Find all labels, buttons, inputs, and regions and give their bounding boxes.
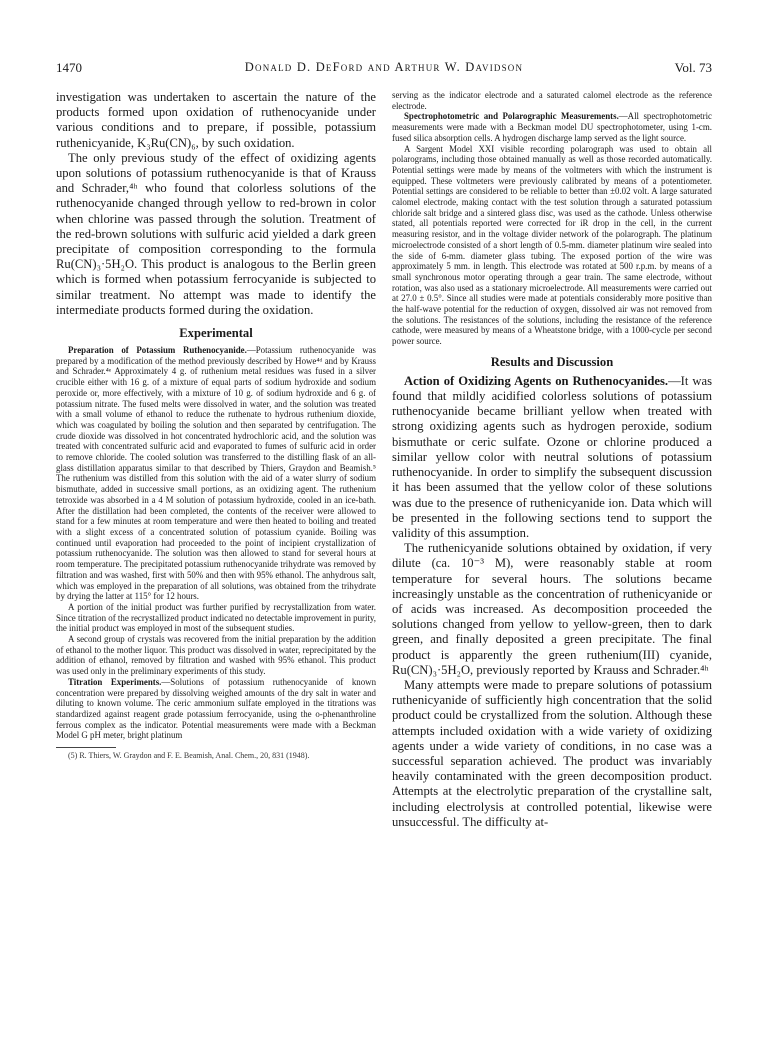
spectro-paragraph: [392, 111, 712, 143]
volume-label: Vol. 73: [674, 60, 712, 75]
action-lead: Action of Oxidizing Agents on Ruthenocyanides.: [404, 373, 669, 388]
spectro-lead: Spectrophotometric and Polarographic Measurements.: [404, 111, 619, 122]
action-text: —It was found that mildly acidified colorless solutions of potassium ruthenocyanide became brilliant yellow when treated with strong oxidizing agents such as hydrogen peroxide, sodium bismuthate or ceric sulfate. Ozone or chlorine produced a similar yellow color with neutral solutions of potassium ruthenocyanide. In order to simplify the subsequent discussion it has been assumed that the yellow color of these solutions was due to the presence of ruthenicyanide ion. Data which will be presented in the following sections tend to support the validity of this assumption.: [392, 373, 712, 540]
titration-paragraph: [56, 677, 376, 741]
preparation-paragraph: [56, 345, 376, 602]
footnote-5: (5) R. Thiers, W. Graydon and F. E. Beamish, Anal. Chem., 20, 831 (1948).: [68, 751, 310, 761]
preparation-lead: Preparation of Potassium Ruthenocyanide.: [68, 345, 247, 356]
right-column: [392, 90, 712, 830]
spectro-text: —All spectrophotometric measurements were made with a Beckman model DU spectrophotometer, using 1-cm. fused silica absorption cells. A hydrogen discharge lamp served as the light source.: [392, 111, 712, 143]
electrode-continuation: serving as the indicator electrode and a saturated calomel electrode as the reference electrode.: [392, 90, 712, 111]
action-paragraph: [392, 374, 712, 541]
polarograph-paragraph: A Sargent Model XXI visible recording polarograph was used to obtain all polarograms, including those obtained manually as well as those recorded automatically. Potential settings were made by means of the voltmeters with which the instrument is equipped. These voltmeters were previously calibrated by means of a potentiometer. Potential settings are considered to be reliable to better than ±0.02 volt. A large saturated calomel electrode, making contact with the test solution through a saturated potassium chloride salt bridge and a sintered glass disc, was used as the cathode. Unless otherwise stated, all potentials reported were corrected for iR drop in the cell, in the current measuring resistor, and in the voltage divider network of the polarograph. The platinum microelectrode consisted of a short length of 0.5-mm. diameter platinum wire sealed into the side of 6-mm. diameter glass tubing. The exposed portion of the wire was approximately 5 mm. in length. This electrode was rotated at 500 r.p.m. by means of a small synchronous motor operating through a gear train. The same electrode, without rotation, was also used as a stationary microelectrode. All measurements were carried out at 27.0 ± 0.5°. Since all studies were made at potentials considerably more positive than the half-wave potential for the reduction of oxygen, dissolved air was not removed from the solutions. The resistances of the solutions, including the resistance of the reference cathode, were measured by means of a Wheatstone bridge, with a 1000-cycle per second power source.: [392, 143, 712, 347]
titration-lead: Titration Experiments.: [68, 676, 162, 687]
running-head: Donald D. DeFord and Arthur W. Davidson: [244, 60, 524, 74]
ruthenicyanide-paragraph: The ruthenicyanide solutions obtained by oxidation, if very dilute (ca. 10⁻³ M), were reasonably stable at room temperature for several hours. The solutions became increasingly unstable as the concentration of ruthenicyanide or of acids was increased. As decomposition proceeded the solutions changed from yellow to yellow-green, then to dark green, and finally deposited a green precipitate. The final product is apparently the green ruthenium(III) cyanide, Ru(CN)₃·5H₂O, previously reported by Krauss and Schrader.⁴ʰ: [392, 541, 712, 677]
preparation-text: —Potassium ruthenocyanide was prepared by a modification of the method previously described by Howe⁴ᵈ and by Krauss and Schrader.⁴ᵉ Approximately 4 g. of ruthenium metal residues was fused in a silver crucible either with 16 g. of a mixture of equal parts of sodium hydroxide and sodium peroxide or, more effectively, with a mixture of 10 g. of sodium hydroxide and 6 g. of potassium nitrate. The fused melts were dissolved in water, and the solution was treated with a small volume of ethanol to reduce the ruthenate to hydrous ruthenium dioxide, which was coagulated by boiling the solution and then separated by centrifugation. The crude dioxide was dissolved in hot concentrated hydrochloric acid, and the solution was treated with concentrated sulfuric acid and evaporated to fumes of sulfuric acid in order to remove chloride. The cooled solution was transferred to the distilling flask of an all-glass distillation apparatus similar to that described by Thiers, Graydon and Beamish.⁵ The ruthenium was distilled from this solution with the aid of a water slurry of sodium bismuthate, added in successive small portions, as an oxidizing agent. The ruthenium tetroxide was absorbed in a 4 M solution of potassium hydroxide, cooled in an ice-bath. After the distillation had been completed, the contents of the receiver were allowed to stand for a few minutes at room temperature and were then heated to boiling and treated with a slight excess of a concentrated solution of potassium cyanide. Boiling was continued until evaporation had proceeded to the point of incipient crystallization of potassium ruthenocyanide. The solution was then allowed to stand for several hours at room temperature. The precipitated potassium ruthenocyanide trihydrate was removed by filtration and was washed, first with 50% and then with 95% ethanol. The anhydrous salt, which was employed in the preparation of all solutions, was obtained from the trihydrate by drying the latter at 115° for 12 hours.: [56, 345, 376, 602]
intro-paragraph-1: investigation was undertaken to ascertain the nature of the products formed upon oxidation of ruthenocyanide under various conditions and to prepare, if possible, potassium ruthenicyanide, K₃Ru(CN)₆, by such oxidation.: [56, 90, 376, 150]
page-header: [56, 60, 712, 80]
left-column: [56, 90, 376, 761]
titration-text: —Solutions of potassium ruthenocyanide of known concentration were prepared by dissolving weighed amounts of the dry salt in water and diluting to known volume. The ceric ammonium sulfate employed in the titrations was standardized against reagent grade potassium ferrocyanide, using the o-phenanthroline ferrous complex as the indicator. Potential measurements were made with a Beckman Model G pH meter, bright platinum: [56, 676, 377, 741]
results-heading: Results and Discussion: [490, 354, 614, 369]
attempts-paragraph: Many attempts were made to prepare solutions of potassium ruthenicyanide of sufficiently high concentration that the solid product could be crystallized from the solution. Although these attempts included oxidation with a wide variety of oxidizing agents under a wide variety of conditions, in no case was a successful separation achieved. The product was invariably heavily contaminated with the green decomposition product. Attempts at the electrolytic preparation of the crystalline salt, including electrolysis at controlled potential, likewise were unsuccessful. The difficulty at-: [392, 677, 712, 829]
experimental-heading: Experimental: [179, 326, 253, 341]
footnote-rule: [56, 747, 116, 748]
intro-paragraph-2: The only previous study of the effect of oxidizing agents upon solutions of potassium ruthenocyanide is that of Krauss and Schrader,⁴ʰ who found that colorless solutions of the ruthenocyanide changed through yellow to red-brown in color when chlorine was passed through the solution. Treatment of the red-brown solutions with sulfuric acid yielded a dark green precipitate of composition corresponding to the formula Ru(CN)₃·5H₂O. This product is analogous to the Berlin green which is formed when potassium ferrocyanide is subjected to similar treatment. No attempt was made to identify the intermediate products formed during the oxidation.: [56, 150, 376, 317]
purification-paragraph: A portion of the initial product was further purified by recrystallization from water. Since titration of the recrystallized product indicated no detectable improvement in purity, the initial product was employed in most of the subsequent studies.: [56, 601, 376, 634]
page-number: 1470: [56, 60, 82, 75]
second-crystals-paragraph: A second group of crystals was recovered from the initial preparation by the addition of ethanol to the mother liquor. This product was dissolved in water, reprecipitated by the addition of ethanol, removed by filtration and washed with 95% ethanol. This product was used only in the preliminary experiments of this study.: [56, 634, 376, 677]
